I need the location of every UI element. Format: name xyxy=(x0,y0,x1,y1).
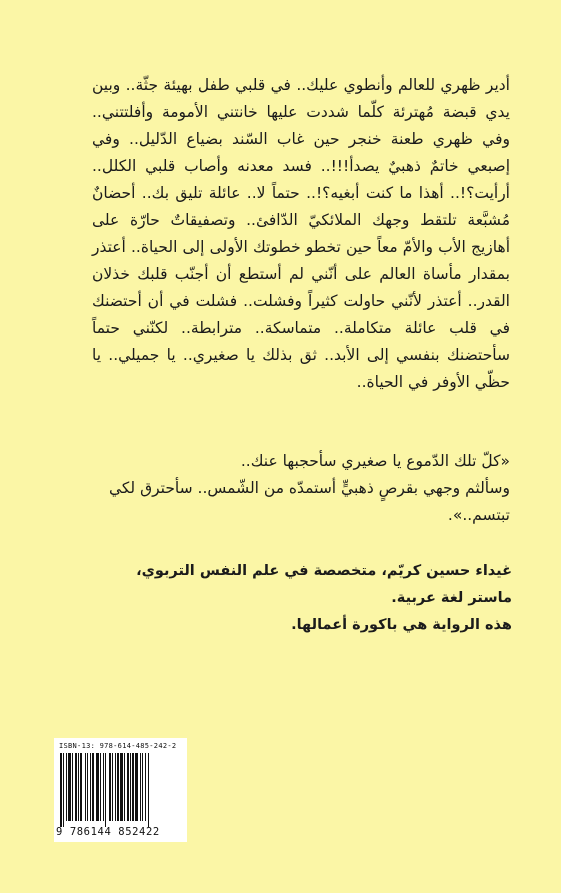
isbn-barcode xyxy=(54,738,187,842)
author-line: غيداء حسين كريّم، متخصصة في علم النفس التربوي، xyxy=(136,563,512,579)
author-line: هذه الرواية هي باكورة أعمالها. xyxy=(291,617,512,633)
quote-text xyxy=(92,448,510,529)
blurb-paragraph: أدير ظهري للعالم وأنطوي عليك.. في قلبي طفل بهيئة جثّة.. وبين يدي قبضة مُهترئة كلّما شددت عليها خانتني الأمومة وأفلتتني.. وفي ظهري طعنة خنجر حين غاب السّند بضياع الدّليل.. وفي إصبعي خاتمٌ ذهبيٌ يصدأ!!!.. فسد معدنه وأصاب قلبي الكلل.. أرأيت؟!.. أهذا ما كنت أبغيه؟!.. حتماً لا.. عائلة تليق بك.. أحضانٌ مُشبَّعة تلتقط وجهك الملائكيّ الدّافئ.. وتصفيقاتٌ حارّة على أهازيج الأب والأمّ معاً حين تخطو خطوتك الأولى إلى الحياة.. أعتذر بمقدار مأساة العالم على أنّني لم أستطع أن أجنّب قلبك خذلان القدر.. أعتذر لأنّني حاولت كثيراً وفشلت.. فشلت في أن أحتضنك في قلب عائلة متكاملة.. متماسكة.. مترابطة.. لكنّني حتماً سأحتضنك بنفسي إلى الأبد.. ثق بذلك يا صغيري.. يا جميلي.. يا حظّي الأوفر في الحياة.. xyxy=(92,76,510,391)
quote-line: «كلّ تلك الدّموع يا صغيري سأحجبها عنك.. xyxy=(240,452,510,470)
isbn-label: ISBN-13: 978-614-485-242-2 xyxy=(59,742,177,750)
blurb-text xyxy=(92,72,510,396)
barcode-bars xyxy=(60,753,182,827)
author-bio xyxy=(92,558,512,639)
barcode-number: 9 786144 852422 xyxy=(56,826,160,838)
author-line: ماستر لغة عربية. xyxy=(391,590,512,606)
quote-line: وسألثم وجهي بقرصٍ ذهبيٍّ أستمدّه من الشّمس.. سأحترق لكي تبتسم..». xyxy=(108,479,510,524)
